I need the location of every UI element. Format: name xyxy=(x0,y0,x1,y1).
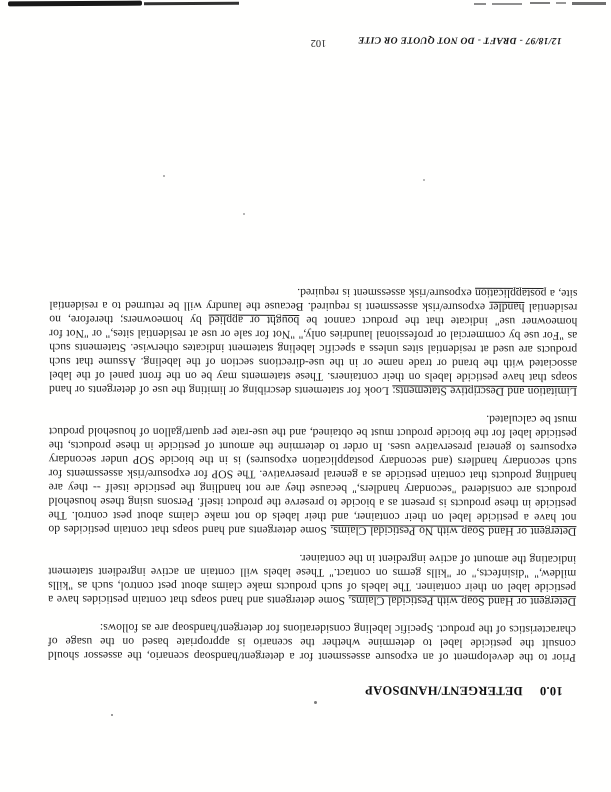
paragraph-text: Some detergents and hand soaps that contain pesticides have a pesticide label on their container. The labels of such products make claims about pest control, such as "kills mildew," "disinfects," or "kills germs on contact." These labels will contain an active ingredient statement indicating the amount of active ingredient in the container. xyxy=(48,551,577,608)
section-number: 10.0 xyxy=(539,684,563,699)
underlined-phrase: bought or applied xyxy=(208,313,300,327)
underlined-lead-in: Detergent or Hand Soap with No Pesticidal Claims. xyxy=(330,524,577,539)
section-heading xyxy=(48,681,576,698)
document-body xyxy=(48,270,578,698)
paragraph-text: exposure/risk assessment is required. Because the laundry will be returned to a residential site, a xyxy=(49,287,578,314)
underlined-phrase: postapplication xyxy=(474,286,547,301)
paragraph-intro xyxy=(48,620,576,664)
underlined-phrase: handler xyxy=(489,300,525,314)
paragraph-limitation-statements xyxy=(49,284,577,398)
paragraph-text: exposure/risk assessment is required. xyxy=(297,285,472,300)
section-title: DETERGENT/HANDSOAP xyxy=(364,683,523,698)
underlined-lead-in: Detergent or Hand Soap with Pesticidal Claims. xyxy=(348,594,577,609)
underlined-lead-in: Limitation and Descriptive Statements: xyxy=(392,384,578,399)
paragraph-no-pesticidal-claims xyxy=(48,410,577,538)
paragraph-text: Prior to the development of an exposure assessment for a detergent/handsoap scenario, the assessor should consult the pesticide label to determine whether the scenario is appropriate based on the usage of characteristics of the product. Specific labeling considerations for detergent/handsoap are as follows: xyxy=(47,621,577,665)
paragraph-text: Some detergents and hand soaps that contain pesticides do not have a pesticide label on their container, and their labels do not make claims about pest control. The pesticide in these products is present as a biocide to preserve the product itself. Persons using these household products are considered "secondary handlers," because they are not handling the pesticide itself -- they are handling products that contain pesticide as a general preservative. The SOP for exposure/risk assessments for such secondary handlers (and secondary postapplication exposures) is in the biocide SOP under secondary exposures to general preservative uses. In order to determine the amount of pesticide in these products, the pesticide label for the biocide product must be obtained, and the use-rate per quart/gallon of household product must be calculated. xyxy=(48,412,577,538)
paragraph-pesticidal-claims xyxy=(48,550,576,608)
paragraph-text: Look for statements describing or limiting the use of detergents or hand soaps that have pesticide labels on their containers. These statements may be on the front panel of the label associated with the brand or trade name or in the use-directions section of the labeling. Assume that such products are used at residential sites unless a specific labeling statement indicates otherwise. Statements such as "For use by commercial or professional laundries only," "Not for sale or use at residential sites," or "Not for homeowner use" indicate that the product cannot be xyxy=(48,314,578,398)
footer-draft-notice: 12/18/97 - DRAFT - DO NOT QUOTE OR CITE xyxy=(357,34,562,47)
paragraph-text: by homeowners; therefore, no residential xyxy=(49,300,578,327)
footer-page-number: 102 xyxy=(310,37,327,49)
